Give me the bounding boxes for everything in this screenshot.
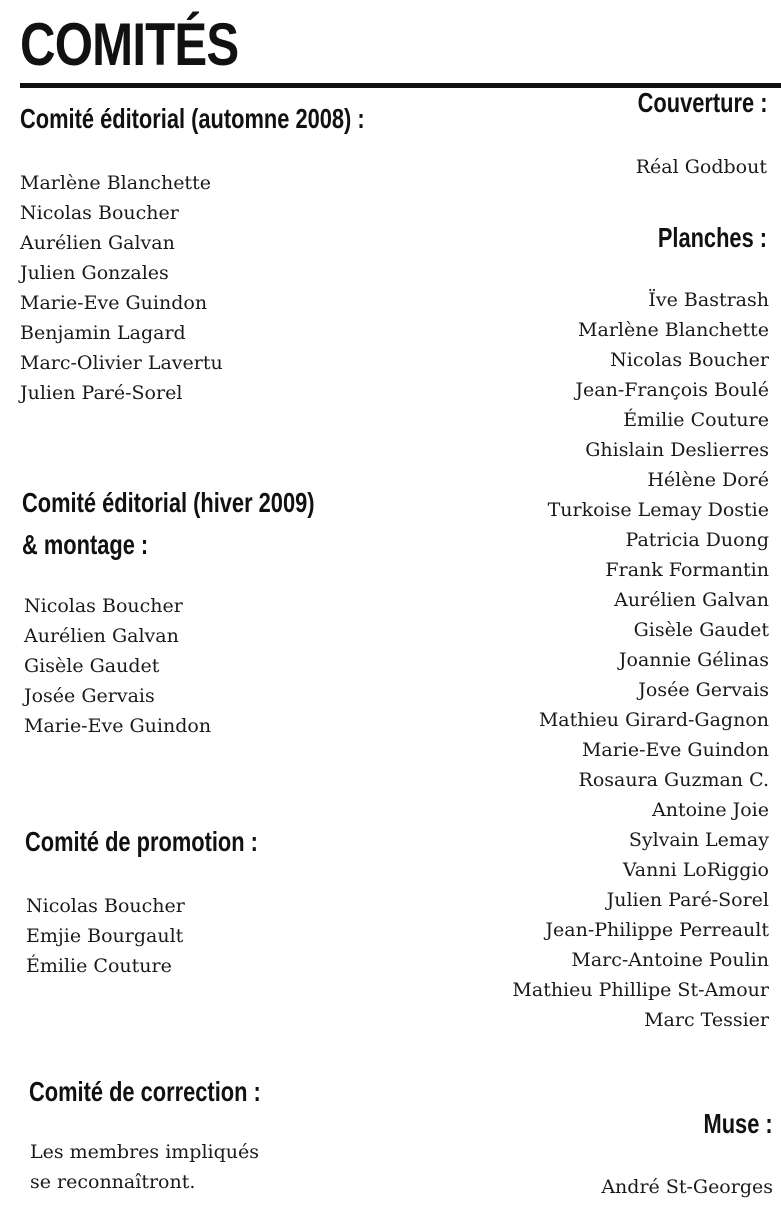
heading-editorial-winter-line2: & montage : <box>22 529 149 560</box>
member-name: Sylvain Lemay <box>628 829 769 851</box>
list-plates <box>512 285 769 1035</box>
member-name: Antoine Joie <box>651 799 769 821</box>
member-name: Nicolas Boucher <box>610 349 769 371</box>
correction-note-line1: Les membres impliqués <box>30 1141 260 1163</box>
member-name: Marc-Antoine Poulin <box>571 949 769 971</box>
heading-muse: Muse : <box>703 1108 773 1139</box>
member-name: Josée Gervais <box>24 685 155 707</box>
member-name: Marie-Eve Guindon <box>24 715 212 737</box>
heading-cover: Couverture : <box>637 87 767 118</box>
member-name: Nicolas Boucher <box>24 595 183 617</box>
page-title: COMITÉS <box>20 11 239 78</box>
member-name: Hélène Doré <box>647 469 769 491</box>
list-editorial-autumn <box>20 168 223 408</box>
member-name: Benjamin Lagard <box>20 322 186 344</box>
cover-artist: Réal Godbout <box>635 156 767 178</box>
member-name: Gisèle Gaudet <box>633 619 769 641</box>
muse-name: André St-Georges <box>601 1176 773 1198</box>
member-name: Rosaura Guzman C. <box>578 769 769 791</box>
member-name: Marc Tessier <box>644 1009 769 1031</box>
member-name: Aurélien Galvan <box>24 625 179 647</box>
member-name: Mathieu Phillipe St-Amour <box>512 979 769 1001</box>
member-name: Julien Paré-Sorel <box>606 889 769 911</box>
member-name: Émilie Couture <box>26 955 172 977</box>
member-name: Marie-Eve Guindon <box>581 739 769 761</box>
heading-correction: Comité de correction : <box>29 1076 261 1107</box>
member-name: Jean-François Boulé <box>575 379 769 401</box>
member-name: Marc-Olivier Lavertu <box>20 352 223 374</box>
member-name: Emjie Bourgault <box>26 925 184 947</box>
member-name: Nicolas Boucher <box>26 895 185 917</box>
member-name: Mathieu Girard-Gagnon <box>538 709 769 731</box>
list-editorial-winter <box>24 591 211 741</box>
member-name: Marlène Blanchette <box>578 319 769 341</box>
member-name: Frank Formantin <box>605 559 769 581</box>
member-name: Josée Gervais <box>638 679 769 701</box>
member-name: Patricia Duong <box>625 529 769 551</box>
heading-promotion: Comité de promotion : <box>25 826 258 857</box>
member-name: Aurélien Galvan <box>614 589 769 611</box>
member-name: Ïve Bastrash <box>648 289 769 311</box>
member-name: Aurélien Galvan <box>20 232 175 254</box>
member-name: Turkoise Lemay Dostie <box>547 499 769 521</box>
member-name: Émilie Couture <box>623 409 769 431</box>
member-name: Joannie Gélinas <box>618 649 769 671</box>
member-name: Julien Paré-Sorel <box>20 382 183 404</box>
member-name: Vanni LoRiggio <box>622 859 769 881</box>
member-name: Nicolas Boucher <box>20 202 179 224</box>
heading-plates: Planches : <box>657 222 767 253</box>
heading-editorial-winter-line1: Comité éditorial (hiver 2009) <box>22 487 315 518</box>
member-name: Ghislain Deslierres <box>585 439 769 461</box>
correction-note-line2: se reconnaîtront. <box>30 1171 196 1193</box>
member-name: Marie-Eve Guindon <box>20 292 208 314</box>
member-name: Marlène Blanchette <box>20 172 211 194</box>
heading-editorial-autumn: Comité éditorial (automne 2008) : <box>20 103 365 134</box>
list-promotion <box>26 891 185 981</box>
member-name: Gisèle Gaudet <box>24 655 160 677</box>
member-name: Julien Gonzales <box>20 262 169 284</box>
member-name: Jean-Philippe Perreault <box>545 919 769 941</box>
